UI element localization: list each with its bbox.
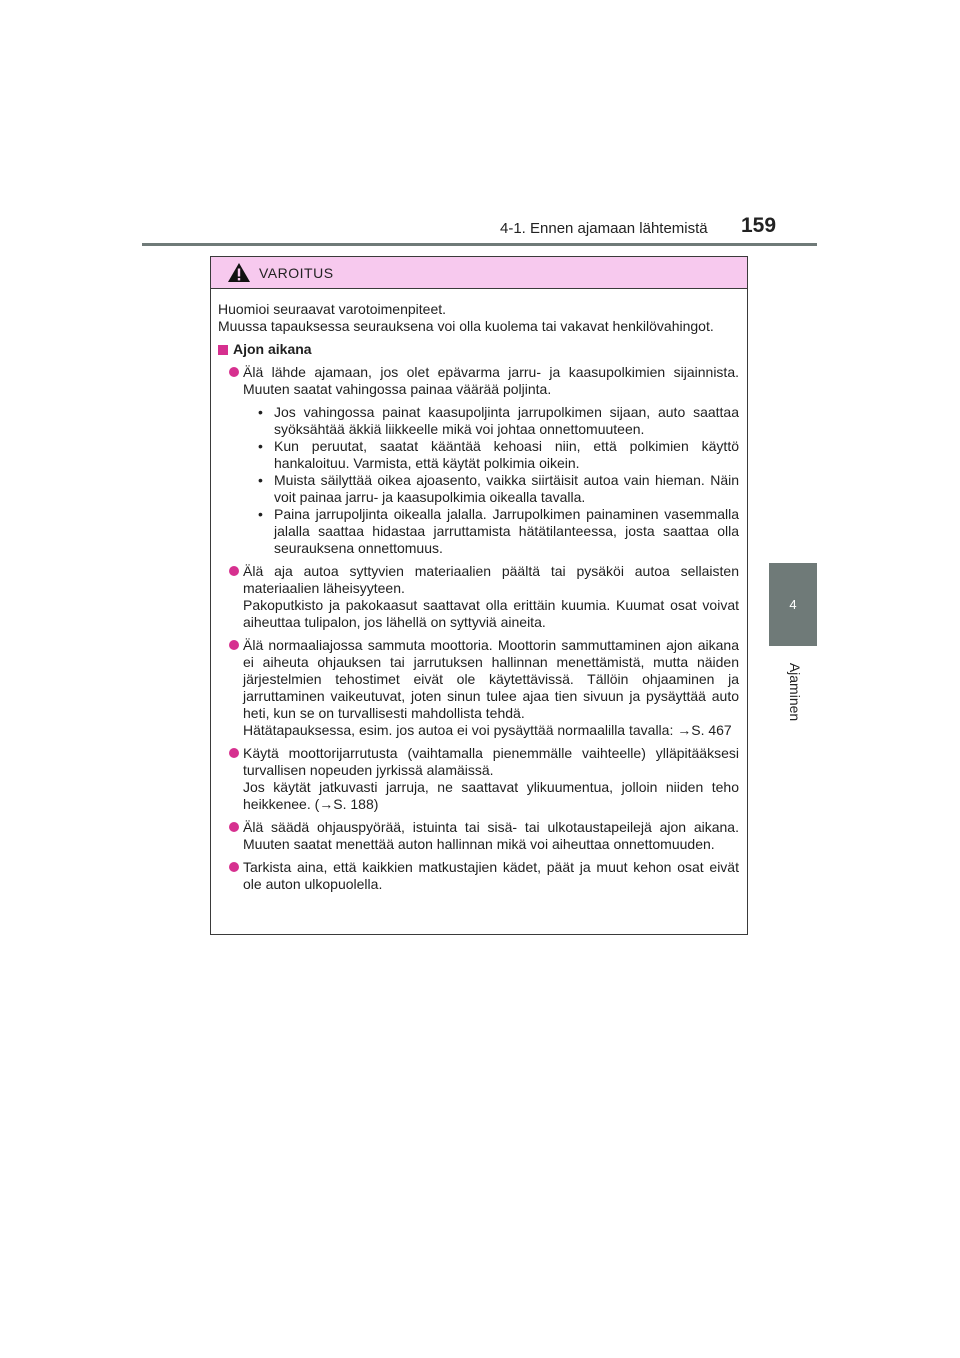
chapter-number: 4 [789,597,797,612]
intro-line: Huomioi seuraavat varotoimenpiteet. [218,301,447,317]
item-paragraph: Tarkista aina, että kaikkien matkustajien kädet, päät ja muut kehon osat eivät ole auton ulkopuolella. [243,859,739,892]
round-bullet-icon [229,822,239,832]
item-paragraph: Pakoputkisto ja pakokaasut saattavat olla erittäin kuumia. Kuumat osat voivat aiheuttaa tulipalon, jos lähellä on syttyviä aineita. [243,597,739,630]
page-number: 159 [741,214,777,237]
sub-list [243,404,739,557]
square-bullet-icon [218,345,228,355]
sub-list-item: • Kun peruutat, saatat kääntää kehoasi niin, että polkimien käyttö hankaloituu. Varmista, että käytät polkimia oikein. [256,438,739,472]
section-title-text: Ajon aikana [233,341,312,357]
round-bullet-icon [229,367,239,377]
sub-list-item: • Jos vahingossa painat kaasupoljinta jarrupolkimen sijaan, auto saattaa syöksähtää äkkiä liikkeelle mikä voi johtaa onnettomuuteen. [256,404,739,438]
list-item [218,364,739,557]
list-item [218,637,739,739]
round-bullet-icon [229,640,239,650]
section-title [218,341,739,358]
round-bullet-icon [229,862,239,872]
round-bullet-icon [229,566,239,576]
list-item [218,745,739,813]
chapter-label-wrapper [775,630,815,730]
item-paragraph: Älä lähde ajamaan, jos olet epävarma jarru- ja kaasupolkimien sijainnista. Muuten saatat vahingossa painaa väärää poljinta. [243,364,739,397]
section-heading: 4-1. Ennen ajamaan lähtemistä [500,220,708,237]
round-bullet-icon [229,748,239,758]
list-item [218,859,739,893]
warning-title: VAROITUS [259,264,334,281]
item-paragraph: Älä säädä ohjauspyörää, istuinta tai sisä- tai ulkotaustapeilejä ajon aikana. Muuten saatat menettää auton hallinnan mikä voi aiheuttaa onnettomuuden. [243,819,739,852]
item-paragraph: Hätätapauksessa, esim. jos autoa ei voi pysäyttää normaalilla tavalla: →S. 467 [243,722,732,738]
warning-triangle-icon [227,262,251,283]
list-item [218,819,739,853]
header-divider [142,243,817,246]
item-paragraph: Käytä moottorijarrutusta (vaihtamalla pienemmälle vaihteelle) ylläpitääksesi turvallisen nopeuden jyrkissä alamäissä. [243,745,739,778]
warning-header [211,257,747,289]
warning-body [211,289,747,893]
sub-list-item: • Paina jarrupoljinta oikealla jalalla. Jarrupolkimen painaminen vasemmalla jalalla saattaa hidastaa jarruttamista hätätilanteessa, josta saattaa olla seurauksena onnettomuus. [256,506,739,557]
intro-line: Muussa tapauksessa seurauksena voi olla kuolema tai vakavat henkilövahingot. [218,318,714,334]
warning-box [210,256,748,935]
item-paragraph: Älä normaaliajossa sammuta moottoria. Moottorin sammuttaminen ajon aikana ei aiheuta ohjauksen tai jarrutuksen hallinnan menettämistä, mutta näiden järjestelmien tehostimet eivät ole käytettävissä. Tällöin ohjaaminen ja jarruttaminen vaikeutuvat, joten sinun tulee ajaa tien sivuun ja pysäyttää auto heti, kun se on turvallisesti mahdollista tehdä. [243,637,739,721]
list-item [218,563,739,631]
item-paragraph: Älä aja autoa syttyvien materiaalien päältä tai pysäköi autoa sellaisten materiaalien läheisyyteen. [243,563,739,596]
warning-items [218,364,739,893]
chapter-title: Ajaminen [787,662,803,722]
item-paragraph: Jos käytät jatkuvasti jarruja, ne saattavat ylikuumentua, jolloin niiden teho heikkenee. (→S. 188) [243,779,739,812]
sub-list-item: • Muista säilyttää oikea ajoasento, vaikka siirtäisit autoa vain hieman. Näin voit painaa jarru- ja kaasupolkimia oikealla tavalla. [256,472,739,506]
warning-intro [218,301,739,335]
